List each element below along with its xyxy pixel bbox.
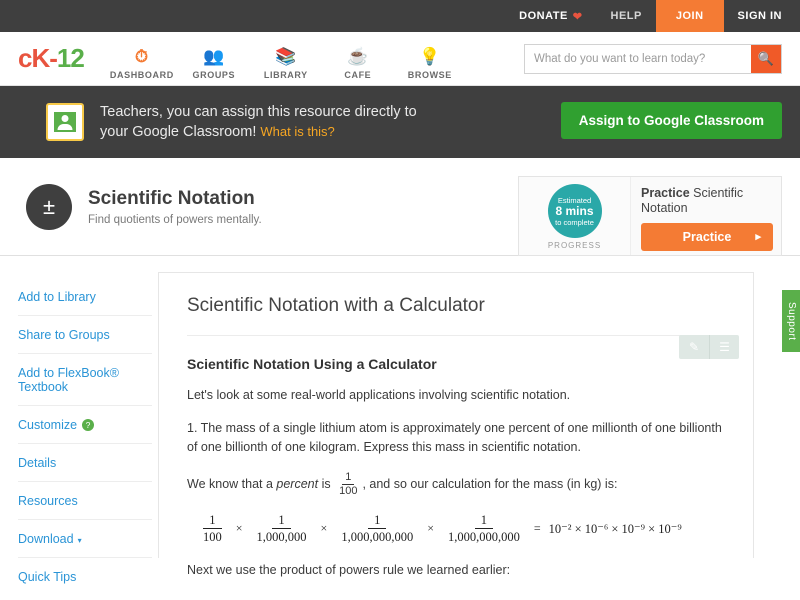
google-classroom-banner <box>0 86 800 158</box>
nav-items <box>106 32 466 86</box>
sidebar-item-customize[interactable] <box>18 406 152 444</box>
help-link[interactable]: HELP <box>610 10 642 22</box>
practice-title <box>641 186 773 216</box>
chevron-down-icon: ▾ <box>77 536 82 545</box>
lightbulb-icon: 💡 <box>418 46 441 66</box>
eq-f2-num: 1 <box>272 512 290 529</box>
estimated-complete: to complete <box>555 217 594 227</box>
equation-line <box>197 512 725 545</box>
notes-icon[interactable]: ☰ <box>709 335 739 359</box>
title-block <box>88 188 262 226</box>
percent-after: , and so our calculation for the mass (in kg) is: <box>362 476 618 491</box>
nav-item-library[interactable] <box>250 47 322 86</box>
logo-ck: cK <box>18 43 50 73</box>
practice-topic: Scientific Notation <box>641 186 744 215</box>
nav-item-cafe[interactable] <box>322 47 394 86</box>
sidebar <box>0 256 152 584</box>
support-tab[interactable]: Support <box>782 290 800 352</box>
sign-in-link[interactable]: SIGN IN <box>737 10 782 22</box>
practice-column <box>631 177 781 255</box>
content-heading: Scientific Notation with a Calculator <box>187 295 725 336</box>
eq-times-1: × <box>235 521 243 535</box>
chevron-right-icon: ▸ <box>755 231 761 243</box>
estimated-time-circle <box>548 184 602 238</box>
lesson-content <box>158 272 754 577</box>
content-next-line: Next we use the product of powers rule we learned earlier: <box>187 563 511 577</box>
sidebar-label-download: Download <box>18 532 74 546</box>
inline-fraction <box>336 471 360 498</box>
nav-label-browse: BROWSE <box>407 69 452 80</box>
eq-equals: = <box>533 521 541 535</box>
eq-f3-num: 1 <box>368 512 386 529</box>
equation-fraction-2 <box>251 512 313 545</box>
people-icon: 👥 <box>202 46 225 66</box>
nav-label-library: LIBRARY <box>263 69 308 80</box>
eq-f4-num: 1 <box>475 512 493 529</box>
nav-label-groups: GROUPS <box>192 69 236 80</box>
practice-button[interactable] <box>641 223 773 251</box>
eq-times-3: × <box>427 521 434 535</box>
eq-right-hand-side: 10⁻² × 10⁻⁶ × 10⁻⁹ × 10⁻⁹ <box>548 521 682 536</box>
inline-frac-den: 100 <box>339 485 358 497</box>
speedometer-icon: ⏱ <box>134 46 149 66</box>
nav-item-groups[interactable] <box>178 47 250 86</box>
estimated-minutes: 8 mins <box>555 203 594 218</box>
inline-frac-num: 1 <box>342 471 354 485</box>
pencil-icon[interactable]: ✎ <box>688 340 700 354</box>
books-icon: 📚 <box>274 46 297 66</box>
equation-fraction-1 <box>197 512 228 545</box>
percent-middle: is <box>318 476 335 491</box>
eq-times-2: × <box>320 521 328 535</box>
page-title: Scientific Notation <box>88 187 255 209</box>
content-paragraph-2: 1. The mass of a single lithium atom is approximately one percent of one millionth of one billionth of one billionth of one kilogram. Express this mass in scientific notation. <box>187 421 722 454</box>
nav-item-browse[interactable] <box>394 47 466 86</box>
google-classroom-icon <box>46 103 84 141</box>
practice-prefix: Practice <box>641 186 690 200</box>
progress-column <box>519 177 631 255</box>
ck12-logo[interactable] <box>18 43 84 74</box>
content-toolbar <box>679 335 739 359</box>
assign-to-google-classroom-button[interactable]: Assign to Google Classroom <box>561 102 782 139</box>
search-input[interactable] <box>525 45 751 73</box>
percent-italic: percent <box>276 476 319 491</box>
sidebar-item-download[interactable] <box>18 520 152 558</box>
nav-label-cafe: CAFE <box>344 69 372 80</box>
sidebar-label-customize: Customize <box>18 418 78 432</box>
donate-link[interactable] <box>505 0 596 32</box>
banner-text <box>100 102 417 142</box>
sidebar-item-resources[interactable]: Resources <box>18 482 152 520</box>
nav-label-dashboard: DASHBOARD <box>109 69 174 80</box>
logo-12: 12 <box>56 43 84 73</box>
page-subtitle: Find quotients of powers mentally. <box>88 213 262 226</box>
practice-button-label: Practice <box>682 230 732 244</box>
eq-f3-den: 1,000,000,000 <box>341 530 414 544</box>
search-icon[interactable]: 🔍 <box>751 45 781 73</box>
sidebar-item-add-to-flexbook[interactable]: Add to FlexBook® Textbook <box>18 354 152 406</box>
sidebar-item-details[interactable]: Details <box>18 444 152 482</box>
banner-line-1: Teachers, you can assign this resource directly to <box>100 104 417 120</box>
eq-f4-den: 1,000,000,000 <box>447 530 520 544</box>
content-percent-line <box>187 471 725 498</box>
progress-label: PROGRESS <box>547 241 602 250</box>
practice-card <box>518 176 782 256</box>
equation-fraction-3 <box>335 512 419 545</box>
heart-icon: ❤ <box>572 10 583 23</box>
donate-label: DONATE <box>519 10 568 22</box>
main-navigation <box>0 32 800 86</box>
estimated-label: Estimated <box>557 195 592 205</box>
sidebar-item-share-to-groups[interactable]: Share to Groups <box>18 316 152 354</box>
plus-minus-icon: ± <box>26 184 72 230</box>
eq-f1-den: 100 <box>203 530 222 544</box>
join-button[interactable]: JOIN <box>656 0 724 32</box>
percent-before: We know that a <box>187 476 277 491</box>
resource-header <box>0 158 800 256</box>
eq-f2-den: 1,000,000 <box>256 530 307 544</box>
sidebar-item-quick-tips[interactable]: Quick Tips <box>18 570 77 584</box>
help-badge-icon[interactable]: ? <box>82 419 94 431</box>
eq-f1-num: 1 <box>203 512 221 529</box>
banner-line-2: your Google Classroom! <box>100 124 257 140</box>
equation-fraction-4 <box>442 512 526 545</box>
what-is-this-link[interactable]: What is this? <box>260 124 335 139</box>
clipped-equation <box>197 594 725 600</box>
page-body <box>0 256 800 584</box>
sidebar-item-add-to-library[interactable]: Add to Library <box>18 278 152 316</box>
nav-item-dashboard[interactable] <box>106 47 178 86</box>
utility-bar <box>0 0 800 32</box>
logo-dash: - <box>49 43 57 73</box>
content-subheading: Scientific Notation Using a Calculator <box>187 356 437 372</box>
search-bar <box>524 44 782 74</box>
cup-icon: ☕ <box>346 46 369 66</box>
content-paragraph-1: Let's look at some real-world applications involving scientific notation. <box>187 388 571 402</box>
